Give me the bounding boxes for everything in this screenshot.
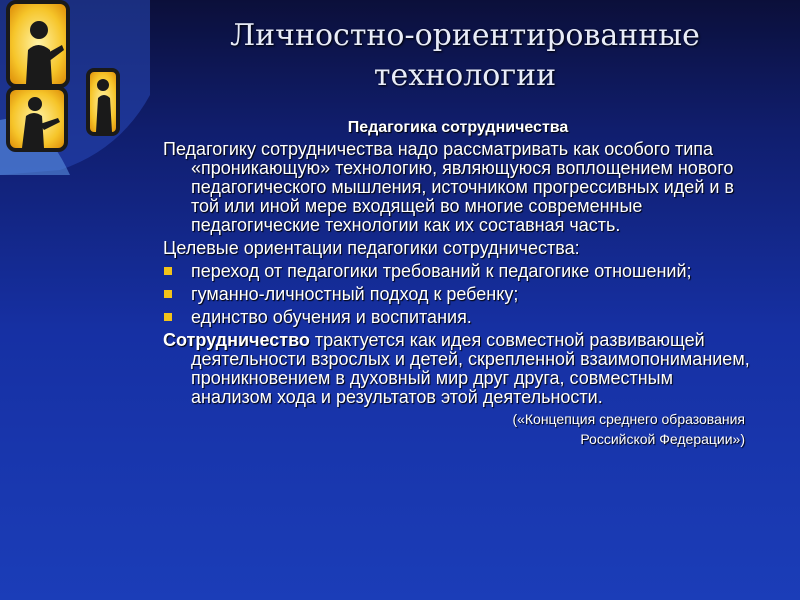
source-line-2: Российской Федерации») [580, 431, 745, 447]
source-citation [163, 409, 753, 449]
square-bullet-icon [164, 290, 172, 298]
cooperation-term: Сотрудничество [163, 330, 310, 350]
title-line-2: технологии [373, 58, 557, 93]
subtitle: Педагогика сотрудничества [347, 119, 569, 136]
title-line-1: Личностно-ориентированные [230, 18, 700, 53]
intro-paragraph: Педагогику сотрудничества надо рассматривать как особого типа «проникающую» технологию, являющуюся воплощением нового педагогического мышления, источником прогрессивных идей и в той или иной мере входящей во многие современные педагогические технологии как их составная часть. [163, 139, 734, 235]
targets-heading: Целевые ориентации педагогики сотрудничества: [163, 238, 580, 258]
source-line-1: («Концепция среднего образования [512, 411, 745, 427]
cooperation-paragraph [163, 331, 753, 407]
list-item [163, 308, 753, 327]
targets-list [163, 262, 753, 327]
list-item-text: единство обучения и воспитания. [191, 307, 472, 327]
square-bullet-icon [164, 313, 172, 321]
list-item [163, 285, 753, 304]
slide-content [163, 118, 753, 449]
square-bullet-icon [164, 267, 172, 275]
cooperation-text: трактуется как идея совместной развивающей деятельности взрослых и детей, скрепленной взаимопониманием, проникновением в духовный мир друг друга, совместным анализом хода и результатов этой деятельности. [191, 330, 750, 407]
list-item-text: гуманно-личностный подход к ребенку; [191, 284, 519, 304]
people-silhouettes-icon [0, 0, 150, 175]
list-item [163, 262, 753, 281]
slide-title [165, 16, 765, 96]
list-item-text: переход от педагогики требований к педагогике отношений; [191, 261, 692, 281]
